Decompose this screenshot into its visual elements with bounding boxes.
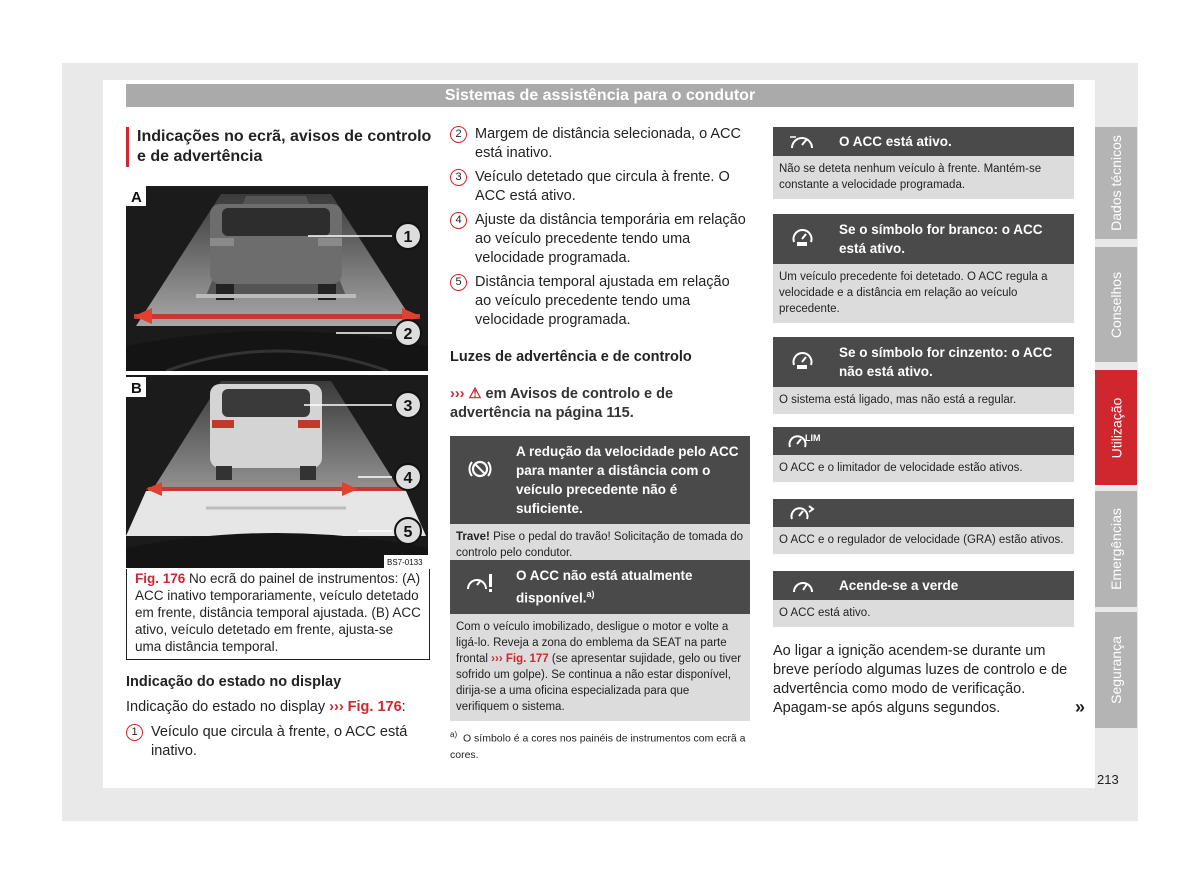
info-box-header <box>450 436 750 524</box>
info-box-brake <box>450 436 750 567</box>
number-badge: 4 <box>450 212 467 229</box>
ref-text: em Avisos de controlo e de advertência na página 115. <box>450 386 674 421</box>
info-box-body: Um veículo precedente foi detetado. O ACC regula a velocidade e a distância em relação ao veículo precedente. <box>779 271 1048 315</box>
info-box-title: Acende-se a verde <box>839 578 959 593</box>
info-box-body <box>450 614 750 721</box>
footnote-mark: a) <box>450 730 458 739</box>
acc-vehicle-icon <box>773 337 833 383</box>
svg-text:4: 4 <box>403 470 413 487</box>
info-box-body: O sistema está ligado, mas não está a regular. <box>779 394 1017 406</box>
list-item-text: Margem de distância selecionada, o ACC está inativo. <box>475 126 741 161</box>
tab-label: Conselhos <box>1108 271 1124 338</box>
tab-label: Dados técnicos <box>1108 135 1124 231</box>
info-box-body: O ACC e o regulador de velocidade (GRA) estão ativos. <box>779 534 1064 546</box>
info-box-title: Se o símbolo for cinzento: o ACC não está ativo. <box>839 345 1053 379</box>
cruise-control-icon <box>773 499 833 527</box>
figure-caption <box>126 569 430 660</box>
number-badge: 1 <box>126 724 143 741</box>
fig-176-link[interactable]: ››› Fig. 176 <box>329 699 402 715</box>
info-box-header <box>773 127 1074 156</box>
page-number: 213 <box>1097 772 1119 787</box>
info-box-header <box>773 499 1074 527</box>
footnote-mark: a) <box>586 589 595 599</box>
figure-panel-a <box>126 186 428 371</box>
page-header: Sistemas de assistência para o condutor <box>126 84 1074 107</box>
svg-text:1: 1 <box>403 229 413 246</box>
acc-warning-icon <box>450 560 510 606</box>
brake-icon <box>450 436 510 501</box>
info-box-green <box>773 571 1074 627</box>
info-box-acc-white <box>773 214 1074 323</box>
figure-code: BS7-0133 <box>387 558 423 567</box>
info-box-speed-limiter <box>773 427 1074 482</box>
panel-a-label: A <box>131 189 142 206</box>
info-box-header <box>450 560 750 614</box>
tab-label: Segurança <box>1108 636 1124 704</box>
status-intro <box>126 699 406 715</box>
info-box-header <box>773 571 1074 600</box>
status-intro-end: : <box>401 699 406 715</box>
info-box-title-text: O ACC não está atualmente disponível. <box>516 568 693 606</box>
tab-seguranca[interactable] <box>1095 612 1137 728</box>
tab-emergencias[interactable] <box>1095 491 1137 607</box>
info-box-header <box>773 427 1074 455</box>
caption-text: No ecrã do painel de instrumentos: (A) ACC inativo temporariamente, veículo detetado em frente, distância temporal ajustada. (B) ACC ativo, veículo detetado em frente, ajusta-se uma distância temporal. <box>135 571 421 654</box>
info-box-title: Se o símbolo for branco: o ACC está ativo. <box>839 222 1043 256</box>
footnote-text: O símbolo é a cores nos painéis de instrumentos com ecrã a cores. <box>450 732 746 761</box>
callout-3 <box>395 392 421 418</box>
figure-panel-b <box>126 375 428 568</box>
list-item-text: Veículo que circula à frente, o ACC está inativo. <box>151 724 408 759</box>
tab-dados-tecnicos[interactable] <box>1095 127 1137 239</box>
callout-4 <box>395 464 421 490</box>
ref-arrow: ››› <box>450 386 465 402</box>
info-box-body-bold: Trave! <box>456 531 490 543</box>
callout-2 <box>395 320 421 346</box>
tab-conselhos[interactable] <box>1095 247 1137 362</box>
number-badge: 5 <box>450 274 467 291</box>
info-box-acc-unavailable <box>450 560 750 721</box>
info-box-body-end: (se apresentar sujidade, gelo ou tiver sofrido um golpe). Se continua a não estar disponível, dirija-se a uma oficina especializada para que verifiquem o sistema. <box>456 652 742 713</box>
tab-label: Emergências <box>1108 508 1125 590</box>
caption-label: Fig. 176 <box>135 571 186 586</box>
list-item-text: Distância temporal ajustada em relação ao veículo precedente tendo uma velocidade programada. <box>475 274 730 328</box>
warnings-heading: Luzes de advertência e de controlo <box>450 349 692 365</box>
acc-vehicle-icon <box>773 214 833 260</box>
acc-active-icon <box>773 127 833 156</box>
svg-text:2: 2 <box>403 326 413 343</box>
footnote <box>450 727 750 763</box>
callout-1 <box>395 223 421 249</box>
warnings-reference[interactable] <box>450 385 750 423</box>
list-item-text: Ajuste da distância temporária em relação ao veículo precedente tendo uma velocidade programada. <box>475 212 746 266</box>
list-item-text: Veículo detetado que circula à frente. O ACC está ativo. <box>475 169 730 204</box>
info-box-body: O ACC está ativo. <box>779 607 871 619</box>
tab-label: Utilização <box>1108 397 1125 458</box>
tab-utilizacao[interactable] <box>1095 370 1137 485</box>
info-box-body: O ACC e o limitador de velocidade estão ativos. <box>779 462 1023 474</box>
figure-176 <box>126 186 428 568</box>
status-heading: Indicação do estado no display <box>126 674 342 690</box>
info-box-title: A redução da velocidade pelo ACC para manter a distância com o veículo precedente não é suficiente. <box>516 444 739 516</box>
info-box-acc-active <box>773 127 1074 199</box>
warning-triangle-icon: ⚠ <box>468 386 482 402</box>
status-intro-text: Indicação do estado no display <box>126 699 330 715</box>
info-box-cruise-control <box>773 499 1074 554</box>
callout-5 <box>395 518 421 544</box>
panel-b-label: B <box>131 380 142 397</box>
svg-text:5: 5 <box>403 524 413 541</box>
continue-arrow: » <box>1075 697 1086 717</box>
info-box-body-text: Pise o pedal do travão! Solicitação de tomada do controlo pelo condutor. <box>456 531 744 559</box>
info-box-body: Não se deteta nenhum veículo à frente. Mantém-se constante a velocidade programada. <box>779 163 1042 191</box>
info-box-acc-grey <box>773 337 1074 414</box>
speed-limiter-icon <box>773 427 833 455</box>
info-box-body-text: Com o veículo imobilizado, desligue o motor e volte a ligá-lo. Reveja a zona do emblema da SEAT na parte frontal <box>456 620 729 665</box>
number-badge: 3 <box>450 169 467 186</box>
closing-paragraph: Ao ligar a ignição acendem-se durante um breve período algumas luzes de controlo e de advertência como modo de verificação. Apagam-se após alguns segundos. <box>773 643 1068 716</box>
info-box-header <box>773 214 1074 264</box>
info-box-title: O ACC está ativo. <box>839 134 952 149</box>
number-badge: 2 <box>450 126 467 143</box>
svg-text:3: 3 <box>403 398 413 415</box>
info-box-header <box>773 337 1074 387</box>
fig-177-link[interactable]: ››› Fig. 177 <box>491 652 549 665</box>
svg-text:LIM: LIM <box>805 433 821 443</box>
speedometer-icon <box>773 571 833 600</box>
section-title: Indicações no ecrã, avisos de controlo e de advertência <box>126 127 439 167</box>
